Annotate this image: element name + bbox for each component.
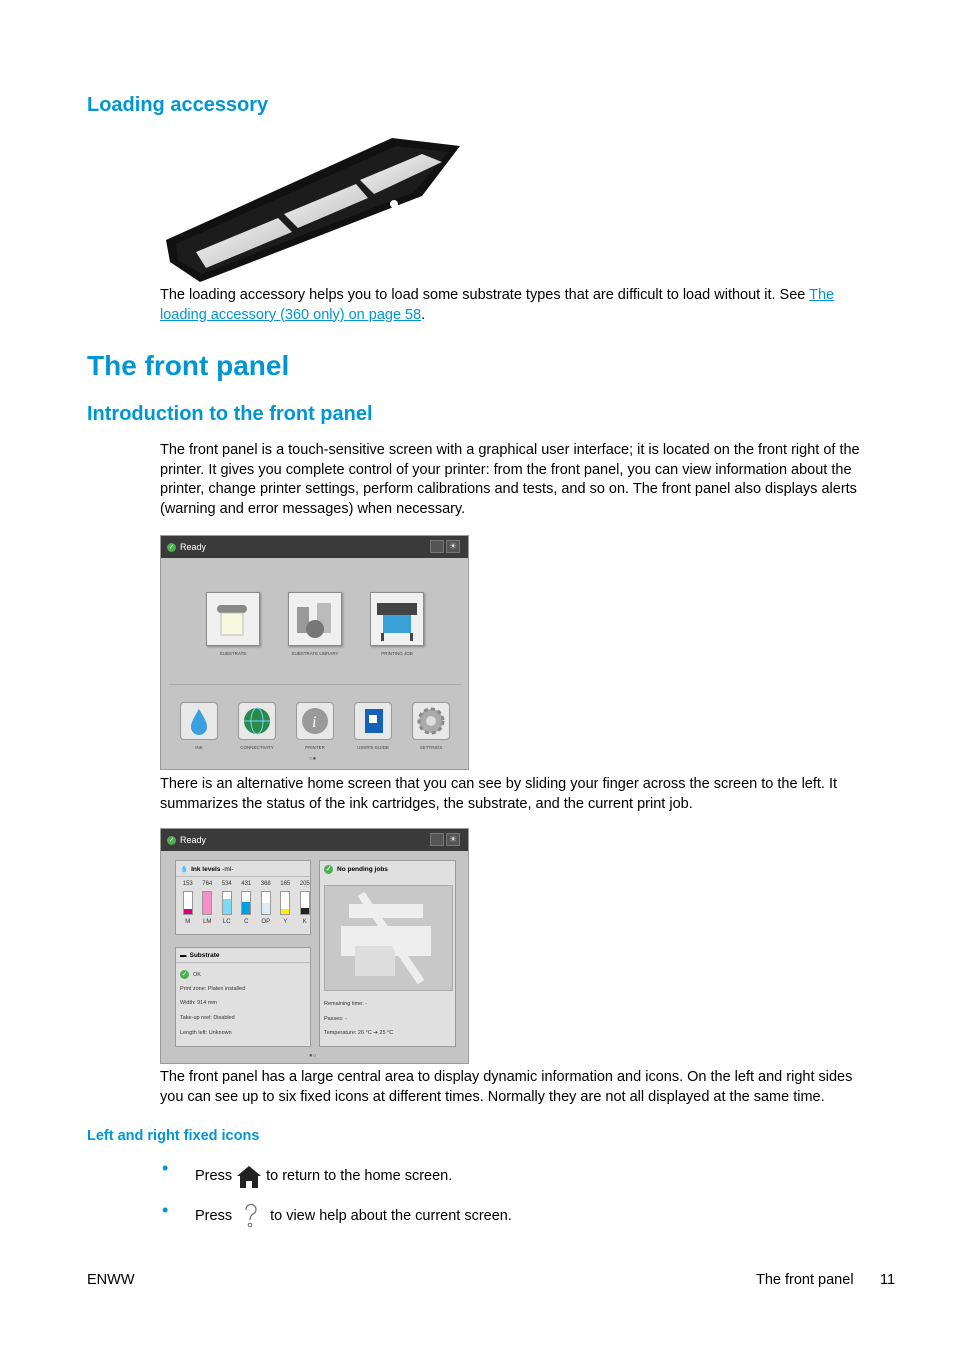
ink-cartridge-bar: [202, 891, 212, 915]
status-bar: [161, 536, 468, 558]
no-jobs-graphic: [324, 885, 453, 991]
print-zone: Print zone: Platen installed: [180, 986, 246, 992]
ink-cartridge-bar: [241, 891, 251, 915]
brightness-icon: ☀: [446, 540, 460, 553]
ink-column: [237, 881, 257, 925]
substrate-title-text: Substrate: [189, 952, 220, 959]
connectivity-icon: [238, 702, 276, 740]
connectivity-label: CONNECTIVITY: [240, 745, 274, 750]
ink-cartridge-bar: [280, 891, 290, 915]
ink-cartridge-bar: [222, 891, 232, 915]
ink-column: [217, 881, 237, 925]
loading-accessory-image: [160, 132, 470, 284]
status-text: Ready: [180, 542, 207, 552]
ok-check-icon-2: ✓: [168, 836, 175, 844]
ink-column: [256, 881, 276, 925]
window-icon-2: [430, 833, 444, 846]
length-left: Length left: Unknown: [180, 1030, 232, 1036]
home-icon: [234, 1162, 264, 1190]
ink-fill: [184, 909, 192, 915]
loading-accessory-paragraph: [160, 286, 872, 325]
bullet-dot: •: [162, 1158, 169, 1178]
ink-fill: [203, 892, 211, 914]
front-panel-heading: The front panel: [87, 350, 290, 381]
ink-color-name: LC: [222, 919, 231, 925]
substrate-library-label: SUBSTRATE LIBRARY: [291, 651, 339, 656]
ink-level-value: 431: [241, 881, 252, 887]
ink-levels-title: [176, 861, 310, 877]
drop-icon: 💧: [180, 866, 189, 873]
ink-column: [178, 881, 198, 925]
ink-level-value: 764: [202, 881, 213, 887]
printing-job-label: PRINTING JOB: [381, 651, 413, 656]
ink-level-value: 534: [221, 881, 232, 887]
ok-check-icon: ✓: [168, 543, 175, 551]
ink-unit: -ml-: [222, 865, 234, 873]
ink-color-name: M: [185, 919, 191, 925]
bullet1-press: Press: [195, 1168, 233, 1184]
brightness-icon-2: ☀: [446, 833, 460, 846]
ink-level-value: 368: [260, 881, 271, 887]
ink-color-name: OP: [261, 919, 271, 925]
printer-label: PRINTER: [305, 745, 325, 750]
help-question-icon: [234, 1202, 268, 1230]
substrate-ok: [180, 970, 201, 979]
bullet2-press: Press: [195, 1208, 233, 1224]
substrate-icon: [206, 592, 260, 646]
ink-title-text: Ink levels: [191, 865, 221, 873]
intro-paragraph: The front panel is a touch-sensitive screen with a graphical user interface; it is located on the front right of the printer. It gives you complete control of your printer: from the front panel, you can view information about the printer, change printer settings, perform calibrations and tests, and so on. The front panel also displays alerts (warning and error messages) when necessary.: [160, 442, 860, 517]
ink-color-name: LM: [203, 919, 212, 925]
ink-fill: [281, 909, 289, 915]
ok-check-icon-4: ✓: [181, 971, 188, 978]
fixed-icons-heading: Left and right fixed icons: [87, 1128, 260, 1144]
ink-column: [295, 881, 315, 925]
ok-check-icon-3: ✓: [325, 866, 332, 873]
substrate-roll-icon: ▬: [180, 952, 187, 959]
page-number: 11: [880, 1272, 896, 1288]
alt-home-paragraph: There is an alternative home screen that you can see by sliding your finger across the screen to the left. It summarizes the status of the ink cartridges, the substrate, and the current print job.: [160, 776, 838, 812]
ink-color-name: C: [244, 919, 249, 925]
ink-color-name: K: [302, 919, 307, 925]
ink-levels-card: [175, 860, 311, 935]
ink-fill: [223, 899, 231, 914]
loading-accessory-link[interactable]: The loading accessory (360 only) on page 58: [160, 287, 835, 323]
ink-level-value: 165: [280, 881, 291, 887]
bullet-help: [195, 1202, 512, 1230]
users-guide-label: USER'S GUIDE: [357, 745, 389, 750]
settings-label: SETTINGS: [419, 745, 443, 750]
settings-gear-icon: [412, 702, 450, 740]
users-guide-icon: [354, 702, 392, 740]
substrate-label: SUBSTRATE: [219, 651, 247, 656]
period: .: [421, 306, 426, 323]
bullet-home: [195, 1162, 452, 1190]
ink-label: INK: [195, 745, 203, 750]
ink-column: [198, 881, 218, 925]
footer-section: The front panel: [756, 1272, 854, 1288]
bullet2-text: to view help about the current screen.: [270, 1208, 512, 1224]
page-dots-2: ●○: [309, 1053, 317, 1059]
intro-heading: Introduction to the front panel: [87, 403, 373, 425]
substrate-library-icon: [288, 592, 342, 646]
remaining-time: Remaining time: -: [324, 1001, 368, 1007]
status-bar-2: [161, 829, 468, 851]
ink-fill: [301, 908, 309, 914]
ink-cartridge-bar: [261, 891, 271, 915]
ink-color-name: Y: [283, 919, 288, 925]
ink-level-value: 205: [299, 881, 310, 887]
bullet-dot-2: •: [162, 1200, 169, 1220]
printing-job-icon: [370, 592, 424, 646]
ink-fill: [262, 903, 270, 914]
home-screen-image: [160, 535, 469, 770]
ink-column: [276, 881, 296, 925]
loading-accessory-heading: Loading accessory: [87, 94, 269, 116]
jobs-title-text: No pending jobs: [337, 866, 388, 873]
pending-jobs-title: [320, 861, 455, 877]
central-area-paragraph: The front panel has a large central area to display dynamic information and icons. On the left and right sides you can see up to six fixed icons at different times. Normally they are not all displayed at the same time.: [160, 1069, 853, 1105]
ink-level-value: 153: [182, 881, 193, 887]
ink-cartridge-bar: [183, 891, 193, 915]
substrate-card: [175, 947, 311, 1047]
printer-info-icon: [296, 702, 334, 740]
footer-left: ENWW: [87, 1272, 135, 1288]
ink-icon: [180, 702, 218, 740]
substrate-status-text: OK: [193, 971, 201, 978]
take-up-reel: Take-up reel: Disabled: [180, 1015, 235, 1021]
status-text-2: Ready: [180, 835, 207, 845]
bullet1-text: to return to the home screen.: [266, 1168, 453, 1184]
ink-fill: [242, 902, 250, 914]
ink-columns: [178, 881, 315, 925]
width: Width: 914 mm: [180, 1000, 217, 1006]
divider: [169, 684, 462, 685]
page-dots: ○●: [309, 756, 317, 762]
alternative-home-screen-image: [160, 828, 469, 1064]
svg-text:i: i: [312, 714, 317, 731]
passes: Passes: -: [324, 1016, 347, 1022]
ink-cartridge-bar: [300, 891, 310, 915]
temperature: Temperature: 26 °C ➔ 25 °C: [324, 1030, 394, 1036]
substrate-title: [176, 948, 310, 963]
window-icon: [430, 540, 444, 553]
loading-accessory-text: The loading accessory helps you to load some substrate types that are difficult to load without it. See: [160, 287, 810, 303]
pending-jobs-card: [319, 860, 456, 1047]
